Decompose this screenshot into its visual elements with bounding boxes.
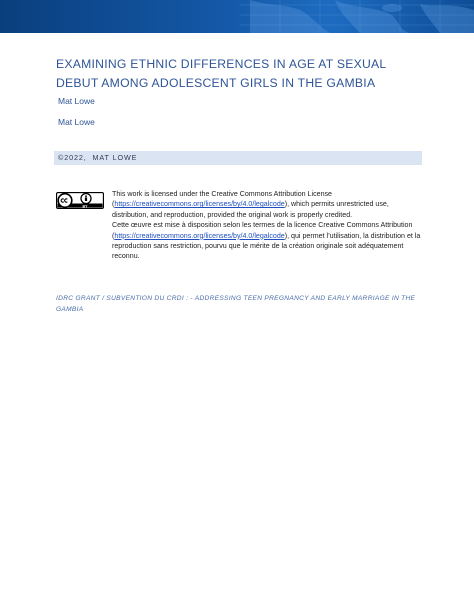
world-map-graphic bbox=[0, 0, 474, 33]
license-link-fr[interactable]: https://creativecommons.org/licenses/by/4.0/legalcode bbox=[114, 231, 285, 240]
copyright-bar bbox=[54, 151, 422, 165]
license-text bbox=[112, 189, 422, 262]
grant-series-note: IDRC GRANT / SUBVENTION DU CRDI : - ADDRESSING TEEN PREGNANCY AND EARLY MARRIAGE IN THE GAMBIA bbox=[56, 295, 416, 313]
license-french: Cette œuvre est mise à disposition selon les termes de la licence Creative Commons Attribution (https://creativecommons.org/licenses/by/4.0/legalcode), qui permet l’utilisation, la distribution et la reproduction sans restriction, pourvu que le mérite de la création originale soit adéquatement reconnu. bbox=[112, 221, 421, 261]
svg-text:BY: BY bbox=[82, 204, 88, 209]
license-english: This work is licensed under the Creative Commons Attribution License (https://creativecommons.org/licenses/by/4.0/legalcode), which permits unrestricted use, distribution, and reproduction, provided the original work is properly credited. bbox=[112, 190, 389, 219]
license-link[interactable]: https://creativecommons.org/licenses/by/4.0/legalcode bbox=[114, 200, 285, 209]
copyright-text: ©2022, MAT LOWE bbox=[58, 153, 138, 162]
author-name: Mat Lowe bbox=[58, 117, 95, 127]
header-banner bbox=[0, 0, 474, 33]
document-title: EXAMINING ETHNIC DIFFERENCES IN AGE AT SEXUAL DEBUT AMONG ADOLESCENT GIRLS IN THE GAMBIA bbox=[56, 57, 386, 90]
author-name: Mat Lowe bbox=[58, 96, 95, 106]
creative-commons-by-icon[interactable] bbox=[56, 192, 104, 209]
